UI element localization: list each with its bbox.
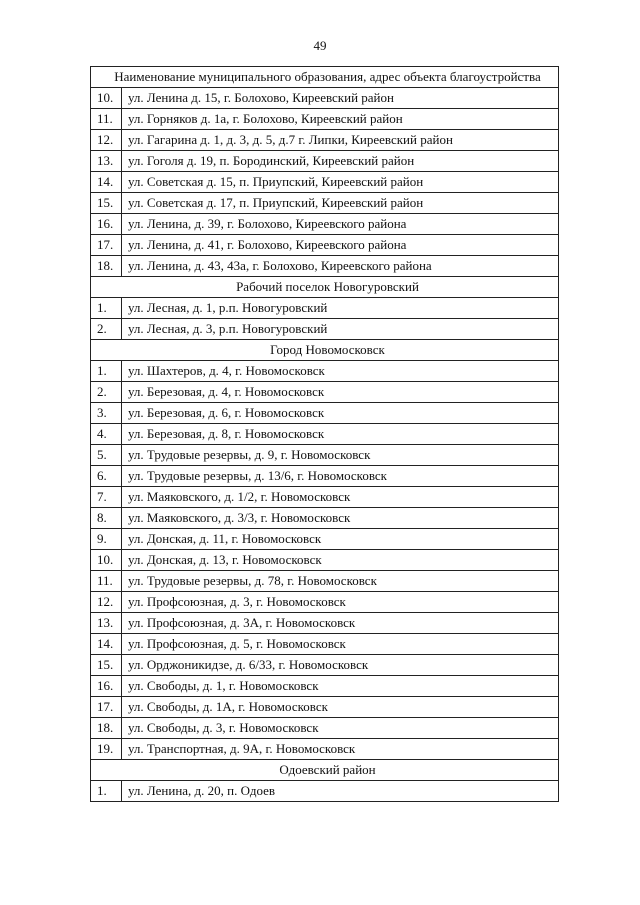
row-address: ул. Профсоюзная, д. 3А, г. Новомосковск bbox=[122, 613, 559, 634]
section-title: Город Новомосковск bbox=[91, 340, 559, 361]
table-row bbox=[91, 550, 559, 571]
row-address: ул. Орджоникидзе, д. 6/33, г. Новомосковск bbox=[122, 655, 559, 676]
row-address: ул. Маяковского, д. 3/3, г. Новомосковск bbox=[122, 508, 559, 529]
row-address: ул. Ленина д. 15, г. Болохово, Киреевский район bbox=[122, 88, 559, 109]
table-row bbox=[91, 214, 559, 235]
row-address: ул. Трудовые резервы, д. 9, г. Новомосковск bbox=[122, 445, 559, 466]
row-address: ул. Ленина, д. 39, г. Болохово, Киреевского района bbox=[122, 214, 559, 235]
row-number: 4. bbox=[91, 424, 122, 445]
row-number: 9. bbox=[91, 529, 122, 550]
row-address: ул. Гоголя д. 19, п. Бородинский, Киреевский район bbox=[122, 151, 559, 172]
row-number: 2. bbox=[91, 382, 122, 403]
row-address: ул. Ленина, д. 20, п. Одоев bbox=[122, 781, 559, 802]
row-address: ул. Свободы, д. 1А, г. Новомосковск bbox=[122, 697, 559, 718]
table-row bbox=[91, 256, 559, 277]
row-number: 15. bbox=[91, 193, 122, 214]
row-number: 18. bbox=[91, 718, 122, 739]
row-number: 7. bbox=[91, 487, 122, 508]
row-number: 13. bbox=[91, 151, 122, 172]
row-number: 1. bbox=[91, 361, 122, 382]
table-row bbox=[91, 697, 559, 718]
row-number: 11. bbox=[91, 571, 122, 592]
row-number: 16. bbox=[91, 676, 122, 697]
row-number: 10. bbox=[91, 550, 122, 571]
table-row bbox=[91, 109, 559, 130]
table-row bbox=[91, 739, 559, 760]
row-number: 6. bbox=[91, 466, 122, 487]
row-address: ул. Березовая, д. 8, г. Новомосковск bbox=[122, 424, 559, 445]
row-number: 17. bbox=[91, 235, 122, 256]
table-row bbox=[91, 151, 559, 172]
row-address: ул. Березовая, д. 4, г. Новомосковск bbox=[122, 382, 559, 403]
row-address: ул. Ленина, д. 43, 43а, г. Болохово, Киреевского района bbox=[122, 256, 559, 277]
row-number: 12. bbox=[91, 130, 122, 151]
row-address: ул. Донская, д. 11, г. Новомосковск bbox=[122, 529, 559, 550]
row-address: ул. Свободы, д. 3, г. Новомосковск bbox=[122, 718, 559, 739]
table-row bbox=[91, 781, 559, 802]
table-row bbox=[91, 298, 559, 319]
row-address: ул. Профсоюзная, д. 3, г. Новомосковск bbox=[122, 592, 559, 613]
section-row bbox=[91, 340, 559, 361]
row-address: ул. Лесная, д. 1, р.п. Новогуровский bbox=[122, 298, 559, 319]
row-address: ул. Донская, д. 13, г. Новомосковск bbox=[122, 550, 559, 571]
table-row bbox=[91, 88, 559, 109]
row-address: ул. Советская д. 15, п. Приупский, Киреевский район bbox=[122, 172, 559, 193]
page-number: 49 bbox=[313, 38, 327, 53]
row-address: ул. Березовая, д. 6, г. Новомосковск bbox=[122, 403, 559, 424]
row-number: 5. bbox=[91, 445, 122, 466]
table-row bbox=[91, 487, 559, 508]
table-row bbox=[91, 235, 559, 256]
objects-table bbox=[90, 66, 559, 802]
table-row bbox=[91, 466, 559, 487]
table-row bbox=[91, 613, 559, 634]
row-address: ул. Маяковского, д. 1/2, г. Новомосковск bbox=[122, 487, 559, 508]
row-number: 13. bbox=[91, 613, 122, 634]
table-row bbox=[91, 403, 559, 424]
row-number: 11. bbox=[91, 109, 122, 130]
row-address: ул. Горняков д. 1а, г. Болохово, Киреевский район bbox=[122, 109, 559, 130]
row-address: ул. Свободы, д. 1, г. Новомосковск bbox=[122, 676, 559, 697]
table-row bbox=[91, 676, 559, 697]
table-row bbox=[91, 592, 559, 613]
section-row bbox=[91, 760, 559, 781]
row-address: ул. Советская д. 17, п. Приупский, Киреевский район bbox=[122, 193, 559, 214]
row-address: ул. Лесная, д. 3, р.п. Новогуровский bbox=[122, 319, 559, 340]
table-header: Наименование муниципального образования, адрес объекта благоустройства bbox=[91, 67, 559, 88]
row-number: 1. bbox=[91, 298, 122, 319]
table-row bbox=[91, 571, 559, 592]
table-row bbox=[91, 718, 559, 739]
row-address: ул. Транспортная, д. 9А, г. Новомосковск bbox=[122, 739, 559, 760]
table-row bbox=[91, 382, 559, 403]
table-row bbox=[91, 424, 559, 445]
row-number: 12. bbox=[91, 592, 122, 613]
row-number: 3. bbox=[91, 403, 122, 424]
section-title: Рабочий поселок Новогуровский bbox=[91, 277, 559, 298]
section-title: Одоевский район bbox=[91, 760, 559, 781]
table-row bbox=[91, 361, 559, 382]
row-address: ул. Трудовые резервы, д. 13/6, г. Новомосковск bbox=[122, 466, 559, 487]
row-number: 19. bbox=[91, 739, 122, 760]
row-number: 1. bbox=[91, 781, 122, 802]
row-number: 18. bbox=[91, 256, 122, 277]
table-row bbox=[91, 130, 559, 151]
row-address: ул. Профсоюзная, д. 5, г. Новомосковск bbox=[122, 634, 559, 655]
row-number: 15. bbox=[91, 655, 122, 676]
table-header-row bbox=[91, 67, 559, 88]
table-row bbox=[91, 655, 559, 676]
table-row bbox=[91, 445, 559, 466]
table-row bbox=[91, 508, 559, 529]
row-number: 10. bbox=[91, 88, 122, 109]
row-number: 14. bbox=[91, 634, 122, 655]
row-number: 17. bbox=[91, 697, 122, 718]
table-row bbox=[91, 634, 559, 655]
row-number: 2. bbox=[91, 319, 122, 340]
row-address: ул. Шахтеров, д. 4, г. Новомосковск bbox=[122, 361, 559, 382]
table-row bbox=[91, 529, 559, 550]
table-row bbox=[91, 193, 559, 214]
table-row bbox=[91, 319, 559, 340]
row-number: 16. bbox=[91, 214, 122, 235]
section-row bbox=[91, 277, 559, 298]
table-row bbox=[91, 172, 559, 193]
table-body bbox=[91, 88, 559, 802]
row-number: 8. bbox=[91, 508, 122, 529]
row-address: ул. Ленина, д. 41, г. Болохово, Киреевского района bbox=[122, 235, 559, 256]
row-address: ул. Гагарина д. 1, д. 3, д. 5, д.7 г. Липки, Киреевский район bbox=[122, 130, 559, 151]
row-address: ул. Трудовые резервы, д. 78, г. Новомосковск bbox=[122, 571, 559, 592]
row-number: 14. bbox=[91, 172, 122, 193]
